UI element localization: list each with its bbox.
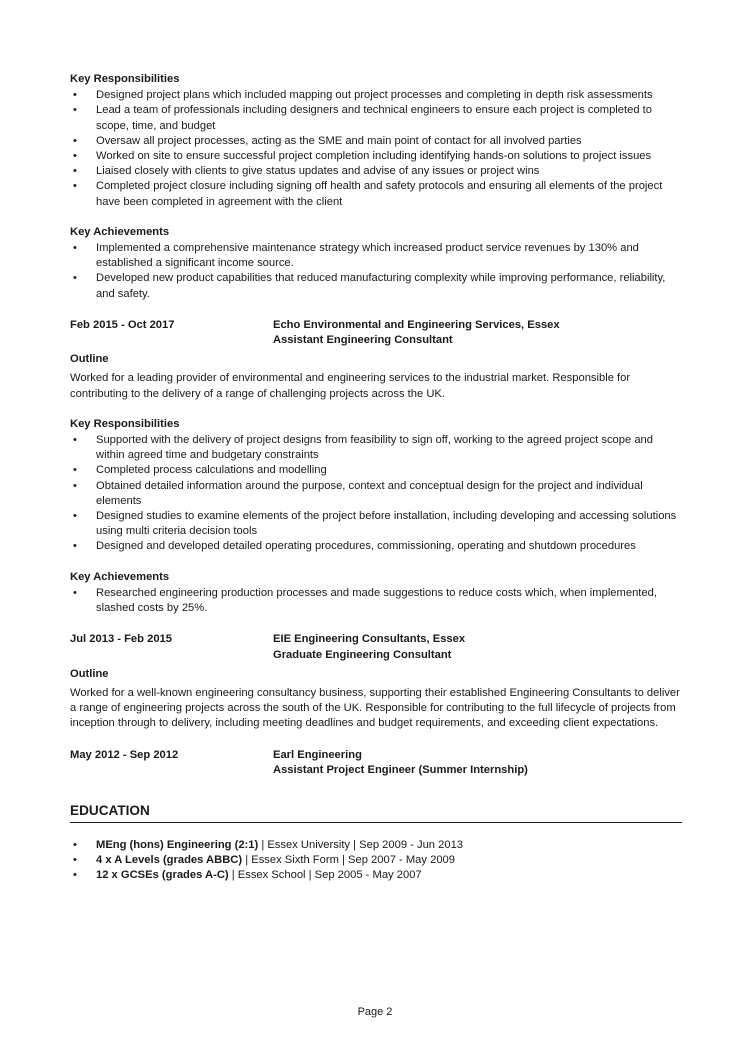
job-title: Assistant Engineering Consultant [273,334,453,347]
qualification-details: | Essex School | Sep 2005 - May 2007 [228,869,422,882]
education-list [70,838,682,884]
job-company: Echo Environmental and Engineering Services, Essex [273,318,560,331]
education-section [70,802,682,884]
list-item: • Obtained detailed information around the purpose, context and conceptual design for the project and individual elements [70,479,682,509]
list-item: • Lead a team of professionals including designers and technical engineers to ensure each project is completed to scope, time, and budget [70,103,682,133]
qualification: 12 x GCSEs (grades A-C) [96,869,229,882]
list-item: • Researched engineering production processes and made suggestions to reduce costs which, when implemented, slashed costs by 25%. [70,586,682,616]
list-item: • Designed and developed detailed operating procedures, commissioning, operating and shutdown procedures [70,539,682,554]
job-role [273,632,682,662]
achievements-list [70,586,682,616]
list-item: • Implemented a comprehensive maintenance strategy which increased product service revenues by 130% and established a significant income source. [70,241,682,271]
list-item: • Supported with the delivery of project designs from feasibility to sign off, working to the agreed project scope and within agreed time and budgetary constraints [70,433,682,463]
key-achievements-heading: Key Achievements [70,570,170,583]
list-item: • Developed new product capabilities that reduced manufacturing complexity while improving performance, reliability, and safety. [70,271,682,301]
education-item [70,838,682,853]
outline-text: Worked for a leading provider of environmental and engineering services to the industrial market. Responsible for contributing to the delivery of a range of challenging projects across the UK. [70,372,631,400]
list-item: • Completed project closure including signing off health and safety protocols and ensuring all elements of the project have been completed in agreement with the client [70,179,682,209]
job-company: EIE Engineering Consultants, Essex [273,633,466,646]
education-item [70,868,682,883]
list-item: • Worked on site to ensure successful project completion including identifying hands-on solutions to project issues [70,149,682,164]
job-header [70,748,682,778]
key-responsibilities-heading: Key Responsibilities [70,73,180,85]
resume-content [70,72,682,884]
list-item: • Oversaw all project processes, acting as the SME and main point of contact for all involved parties [70,134,682,149]
job-dates: Jul 2013 - Feb 2015 [70,633,172,646]
achievements-list [70,241,682,302]
outline-heading: Outline [70,353,109,366]
qualification: 4 x A Levels (grades ABBC) [96,854,243,867]
job-header [70,318,682,348]
qualification: MEng (hons) Engineering (2:1) [96,838,259,851]
responsibilities-list [70,433,682,555]
qualification-details: | Essex University | Sep 2009 - Jun 2013 [258,838,464,851]
list-item: • Designed project plans which included mapping out project processes and completing in depth risk assessments [70,88,682,103]
list-item: • Designed studies to examine elements of the project before installation, including developing and accessing solutions using multi criteria decision tools [70,509,682,539]
section-title: EDUCATION [70,802,682,823]
job-company: Earl Engineering [273,748,362,761]
job-header [70,632,682,662]
key-achievements-heading: Key Achievements [70,225,170,238]
job-role [273,748,682,778]
list-item: • Liaised closely with clients to give status updates and advise of any issues or project wins [70,164,682,179]
outline-text: Worked for a well-known engineering consultancy business, supporting their established Engineering Consultants to deliver a range of engineering projects across the south of the UK. Responsible for contributing to the full lifecycle of projects from inception through to delivery, including meeting deadlines and budget requirements, and exceeding client expectations. [70,686,680,730]
job-title: Graduate Engineering Consultant [273,648,452,661]
job-dates: Feb 2015 - Oct 2017 [70,318,175,331]
outline-heading: Outline [70,667,109,680]
education-item [70,853,682,868]
qualification-details: | Essex Sixth Form | Sep 2007 - May 2009 [242,854,455,867]
job-role [273,318,682,348]
responsibilities-list [70,88,682,210]
job-title: Assistant Project Engineer (Summer Internship) [273,763,528,776]
page-number: Page 2 [357,1006,393,1018]
job-dates: May 2012 - Sep 2012 [70,748,179,761]
key-responsibilities-heading: Key Responsibilities [70,417,180,430]
list-item: • Completed process calculations and modelling [70,463,682,478]
